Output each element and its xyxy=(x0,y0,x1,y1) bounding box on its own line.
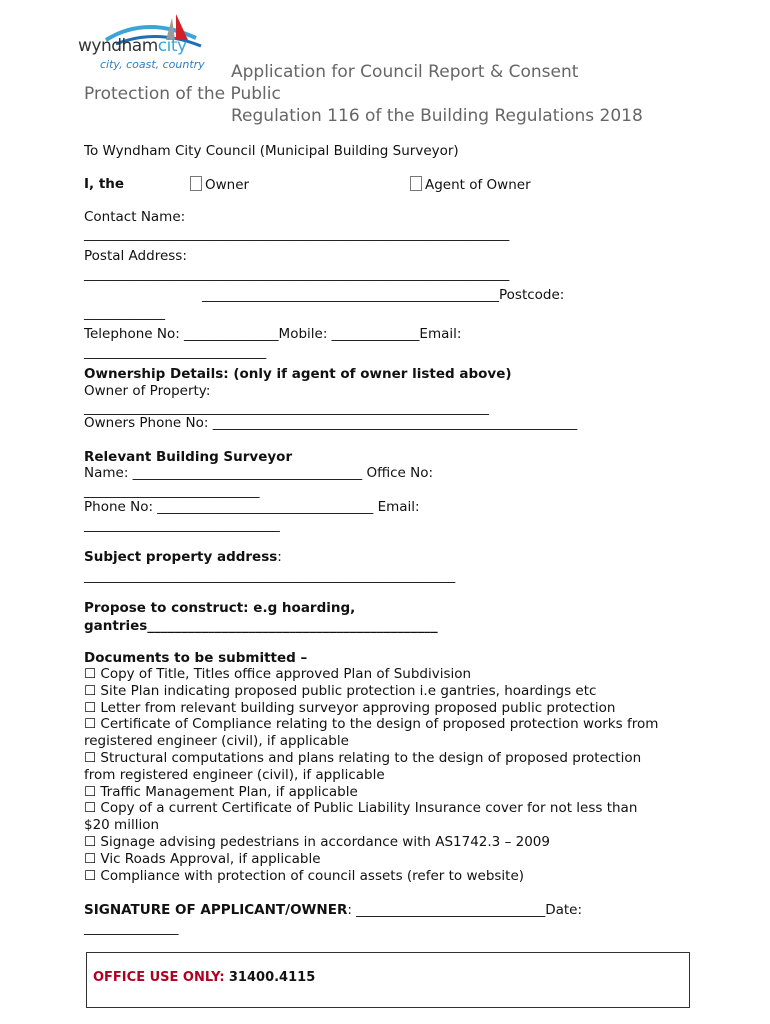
office-use-text: OFFICE USE ONLY: 31400.4115 xyxy=(93,970,316,985)
owner-property-field[interactable]: ____________________________________________________________ xyxy=(84,400,489,416)
ownership-heading: Ownership Details: (only if agent of owner listed above) xyxy=(84,366,512,382)
signature-line[interactable]: SIGNATURE OF APPLICANT/OWNER: ____________________________Date: xyxy=(84,902,583,918)
owner-property-label: Owner of Property: xyxy=(84,383,211,399)
postal-address-field[interactable]: _______________________________________________________________ xyxy=(84,266,510,282)
surveyor-email-field[interactable]: _____________________________ xyxy=(84,517,280,533)
surveyor-office-field[interactable]: __________________________ xyxy=(84,483,260,499)
subject-property-field[interactable]: _______________________________________________________ xyxy=(84,568,456,584)
surveyor-phone-line[interactable]: Phone No: ________________________________ Email: xyxy=(84,499,420,515)
date-field[interactable]: ______________ xyxy=(84,920,179,936)
documents-list xyxy=(84,666,694,884)
surveyor-name-line[interactable]: Name: __________________________________ Office No: xyxy=(84,465,434,481)
postcode-line[interactable]: ____________________________________________Postcode: xyxy=(202,287,565,303)
owner-option[interactable] xyxy=(190,176,249,193)
contact-name-field[interactable]: _______________________________________________________________ xyxy=(84,226,510,242)
owners-phone-line[interactable]: Owners Phone No: ______________________________________________________ xyxy=(84,415,578,431)
logo-tagline: city, coast, country xyxy=(100,58,205,71)
office-use-box xyxy=(86,952,690,1008)
document-item[interactable]: ☐ Copy of a current Certificate of Public Liability Insurance cover for not less than xyxy=(84,800,638,817)
title-line-2: Protection of the Public xyxy=(84,84,281,104)
postal-address-label: Postal Address: xyxy=(84,248,187,264)
propose-line-2[interactable]: gantries___________________________________________ xyxy=(84,618,438,634)
document-item[interactable]: ☐ Copy of Title, Titles office approved Plan of Subdivision xyxy=(84,666,472,682)
document-item[interactable]: ☐ Certificate of Compliance relating to the design of proposed protection works from xyxy=(84,716,659,733)
document-item[interactable]: ☐ Traffic Management Plan, if applicable xyxy=(84,783,358,800)
subject-property-heading: Subject property address: xyxy=(84,549,282,565)
title-line-1: Application for Council Report & Consent xyxy=(231,62,579,82)
owner-checkbox[interactable] xyxy=(190,176,202,191)
document-item-continuation: registered engineer (civil), if applicable xyxy=(84,733,349,750)
to-council-line: To Wyndham City Council (Municipal Building Surveyor) xyxy=(84,143,459,159)
document-item[interactable]: ☐ Signage advising pedestrians in accordance with AS1742.3 – 2009 xyxy=(84,833,550,850)
owner-label: Owner xyxy=(205,177,250,193)
document-item[interactable]: ☐ Site Plan indicating proposed public protection i.e gantries, hoardings etc xyxy=(84,682,597,699)
document-item-continuation: $20 million xyxy=(84,817,160,834)
agent-label: Agent of Owner xyxy=(425,177,531,193)
document-item[interactable]: ☐ Letter from relevant building surveyor approving proposed public protection xyxy=(84,699,616,716)
surveyor-heading: Relevant Building Surveyor xyxy=(84,449,293,465)
postcode-field[interactable]: ____________ xyxy=(84,305,165,321)
agent-checkbox[interactable] xyxy=(410,176,422,191)
title-line-3: Regulation 116 of the Building Regulations 2018 xyxy=(231,106,643,126)
document-item-continuation: from registered engineer (civil), if applicable xyxy=(84,766,385,783)
propose-line-1: Propose to construct: e.g hoarding, xyxy=(84,600,356,616)
contact-name-label: Contact Name: xyxy=(84,209,186,225)
applicant-label: I, the xyxy=(84,176,125,192)
document-item[interactable]: ☐ Structural computations and plans relating to the design of proposed protection xyxy=(84,749,642,766)
phone-fields-line[interactable]: Telephone No: ______________Mobile: _____________Email: xyxy=(84,326,462,342)
document-item[interactable]: ☐ Compliance with protection of council assets (refer to website) xyxy=(84,867,525,884)
documents-heading: Documents to be submitted – xyxy=(84,650,308,666)
email-field[interactable]: ___________________________ xyxy=(84,344,267,360)
document-item[interactable]: ☐ Vic Roads Approval, if applicable xyxy=(84,850,321,867)
agent-option[interactable] xyxy=(410,176,531,193)
logo-wordmark: wyndhamcity xyxy=(78,36,187,56)
